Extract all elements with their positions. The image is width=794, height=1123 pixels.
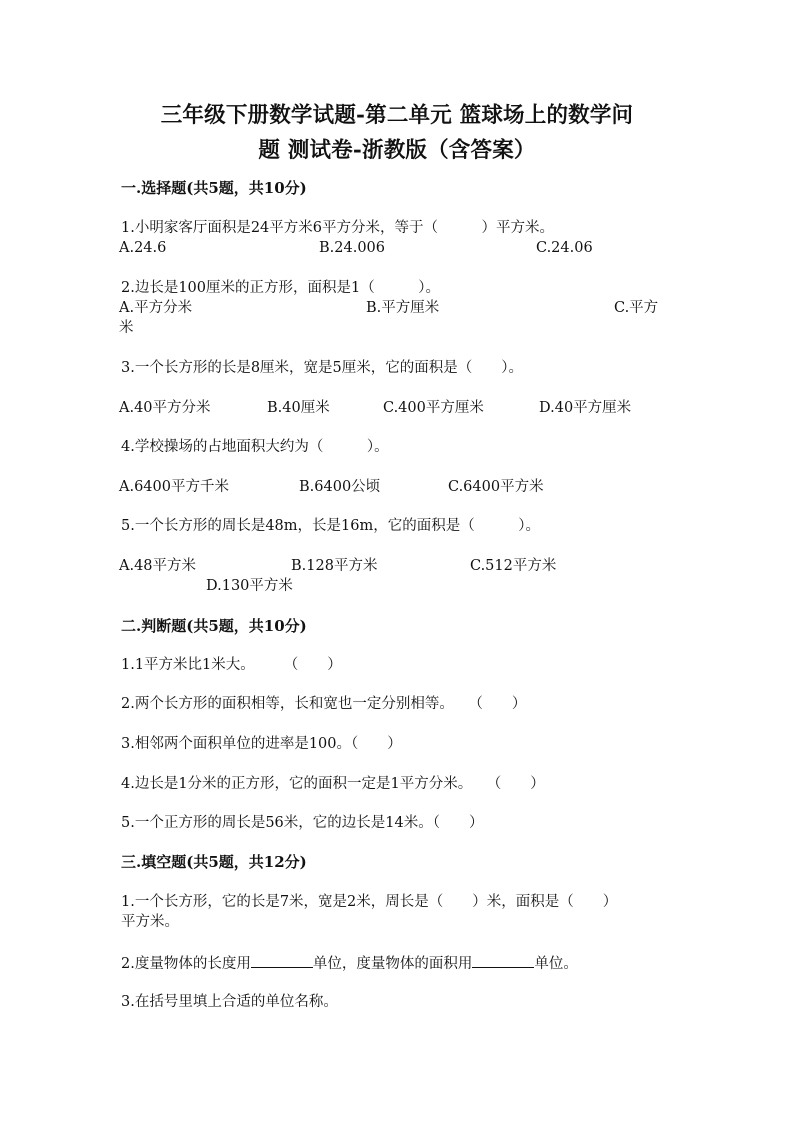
- s2-q5-text: 5.一个正方形的周长是56米，它的边长是14米。（ ）: [121, 815, 484, 831]
- s1-q5-option-d: D.130平方米: [206, 578, 293, 594]
- s1-q1-option-b: B.24.006: [319, 240, 386, 256]
- s1-q3-option-a: A.40平方分米: [119, 400, 211, 416]
- answer-blank-2[interactable]: [472, 953, 534, 968]
- s3-q2-part3: 单位。: [534, 956, 578, 972]
- s3-q3-text: 3.在括号里填上合适的单位名称。: [121, 994, 338, 1010]
- s3-q2-part2: 单位，度量物体的面积用: [312, 956, 473, 972]
- s1-q2-option-c: C.平方: [614, 300, 659, 316]
- s1-q4-option-a: A.6400平方千米: [119, 479, 229, 495]
- s3-q2-part1: 2.度量物体的长度用: [121, 956, 251, 972]
- s1-q3-text: 3.一个长方形的长是8厘米，宽是5厘米，它的面积是（ ）。: [121, 360, 524, 376]
- section1-heading: 一.选择题(共5题，共10分): [121, 179, 307, 197]
- s2-q2-text: 2.两个长方形的面积相等，长和宽也一定分别相等。 （ ）: [121, 696, 527, 712]
- s1-q4-option-b: B.6400公顷: [299, 479, 381, 495]
- s1-q3-option-d: D.40平方厘米: [539, 400, 632, 416]
- s3-q2-text: [121, 953, 578, 974]
- answer-blank-1[interactable]: [251, 953, 313, 968]
- s1-q5-option-a: A.48平方米: [119, 558, 197, 574]
- s1-q2-option-a: A.平方分米: [119, 300, 193, 316]
- s1-q5-text: 5.一个长方形的周长是48m，长是16m，它的面积是（ ）。: [121, 518, 540, 534]
- s2-q4-text: 4.边长是1分米的正方形，它的面积一定是1平方分米。 （ ）: [121, 776, 545, 792]
- s3-q1-text-line2: 平方米。: [121, 914, 179, 930]
- s2-q1-text: 1.1平方米比1米大。 （ ）: [121, 657, 342, 673]
- s1-q3-option-b: B.40厘米: [267, 400, 330, 416]
- s1-q5-option-b: B.128平方米: [291, 558, 378, 574]
- page-title-line1: 三年级下册数学试题-第二单元 篮球场上的数学问: [160, 103, 634, 128]
- s1-q1-option-a: A.24.6: [119, 240, 167, 256]
- page-title-line2: 题 测试卷-浙教版（含答案）: [258, 138, 536, 163]
- s1-q1-text: 1.小明家客厅面积是24平方米6平方分米，等于（ ）平方米。: [121, 220, 555, 236]
- s1-q5-option-c: C.512平方米: [470, 558, 557, 574]
- s1-q2-option-b: B.平方厘米: [366, 300, 440, 316]
- section2-heading: 二.判断题(共5题，共10分): [121, 617, 307, 635]
- s2-q3-text: 3.相邻两个面积单位的进率是100。（ ）: [121, 736, 402, 752]
- section3-heading: 三.填空题(共5题，共12分): [121, 853, 307, 871]
- s1-q2-option-c-wrap: 米: [119, 320, 134, 336]
- s3-q1-text-line1: 1.一个长方形，它的长是7米，宽是2米，周长是（ ）米，面积是（ ）: [121, 894, 618, 910]
- s1-q3-option-c: C.400平方厘米: [383, 400, 484, 416]
- s1-q4-option-c: C.6400平方米: [448, 479, 544, 495]
- s1-q1-option-c: C.24.06: [536, 240, 593, 256]
- s1-q4-text: 4.学校操场的占地面积大约为（ ）。: [121, 439, 389, 455]
- s1-q2-text: 2.边长是100厘米的正方形，面积是1（ ）。: [121, 280, 440, 296]
